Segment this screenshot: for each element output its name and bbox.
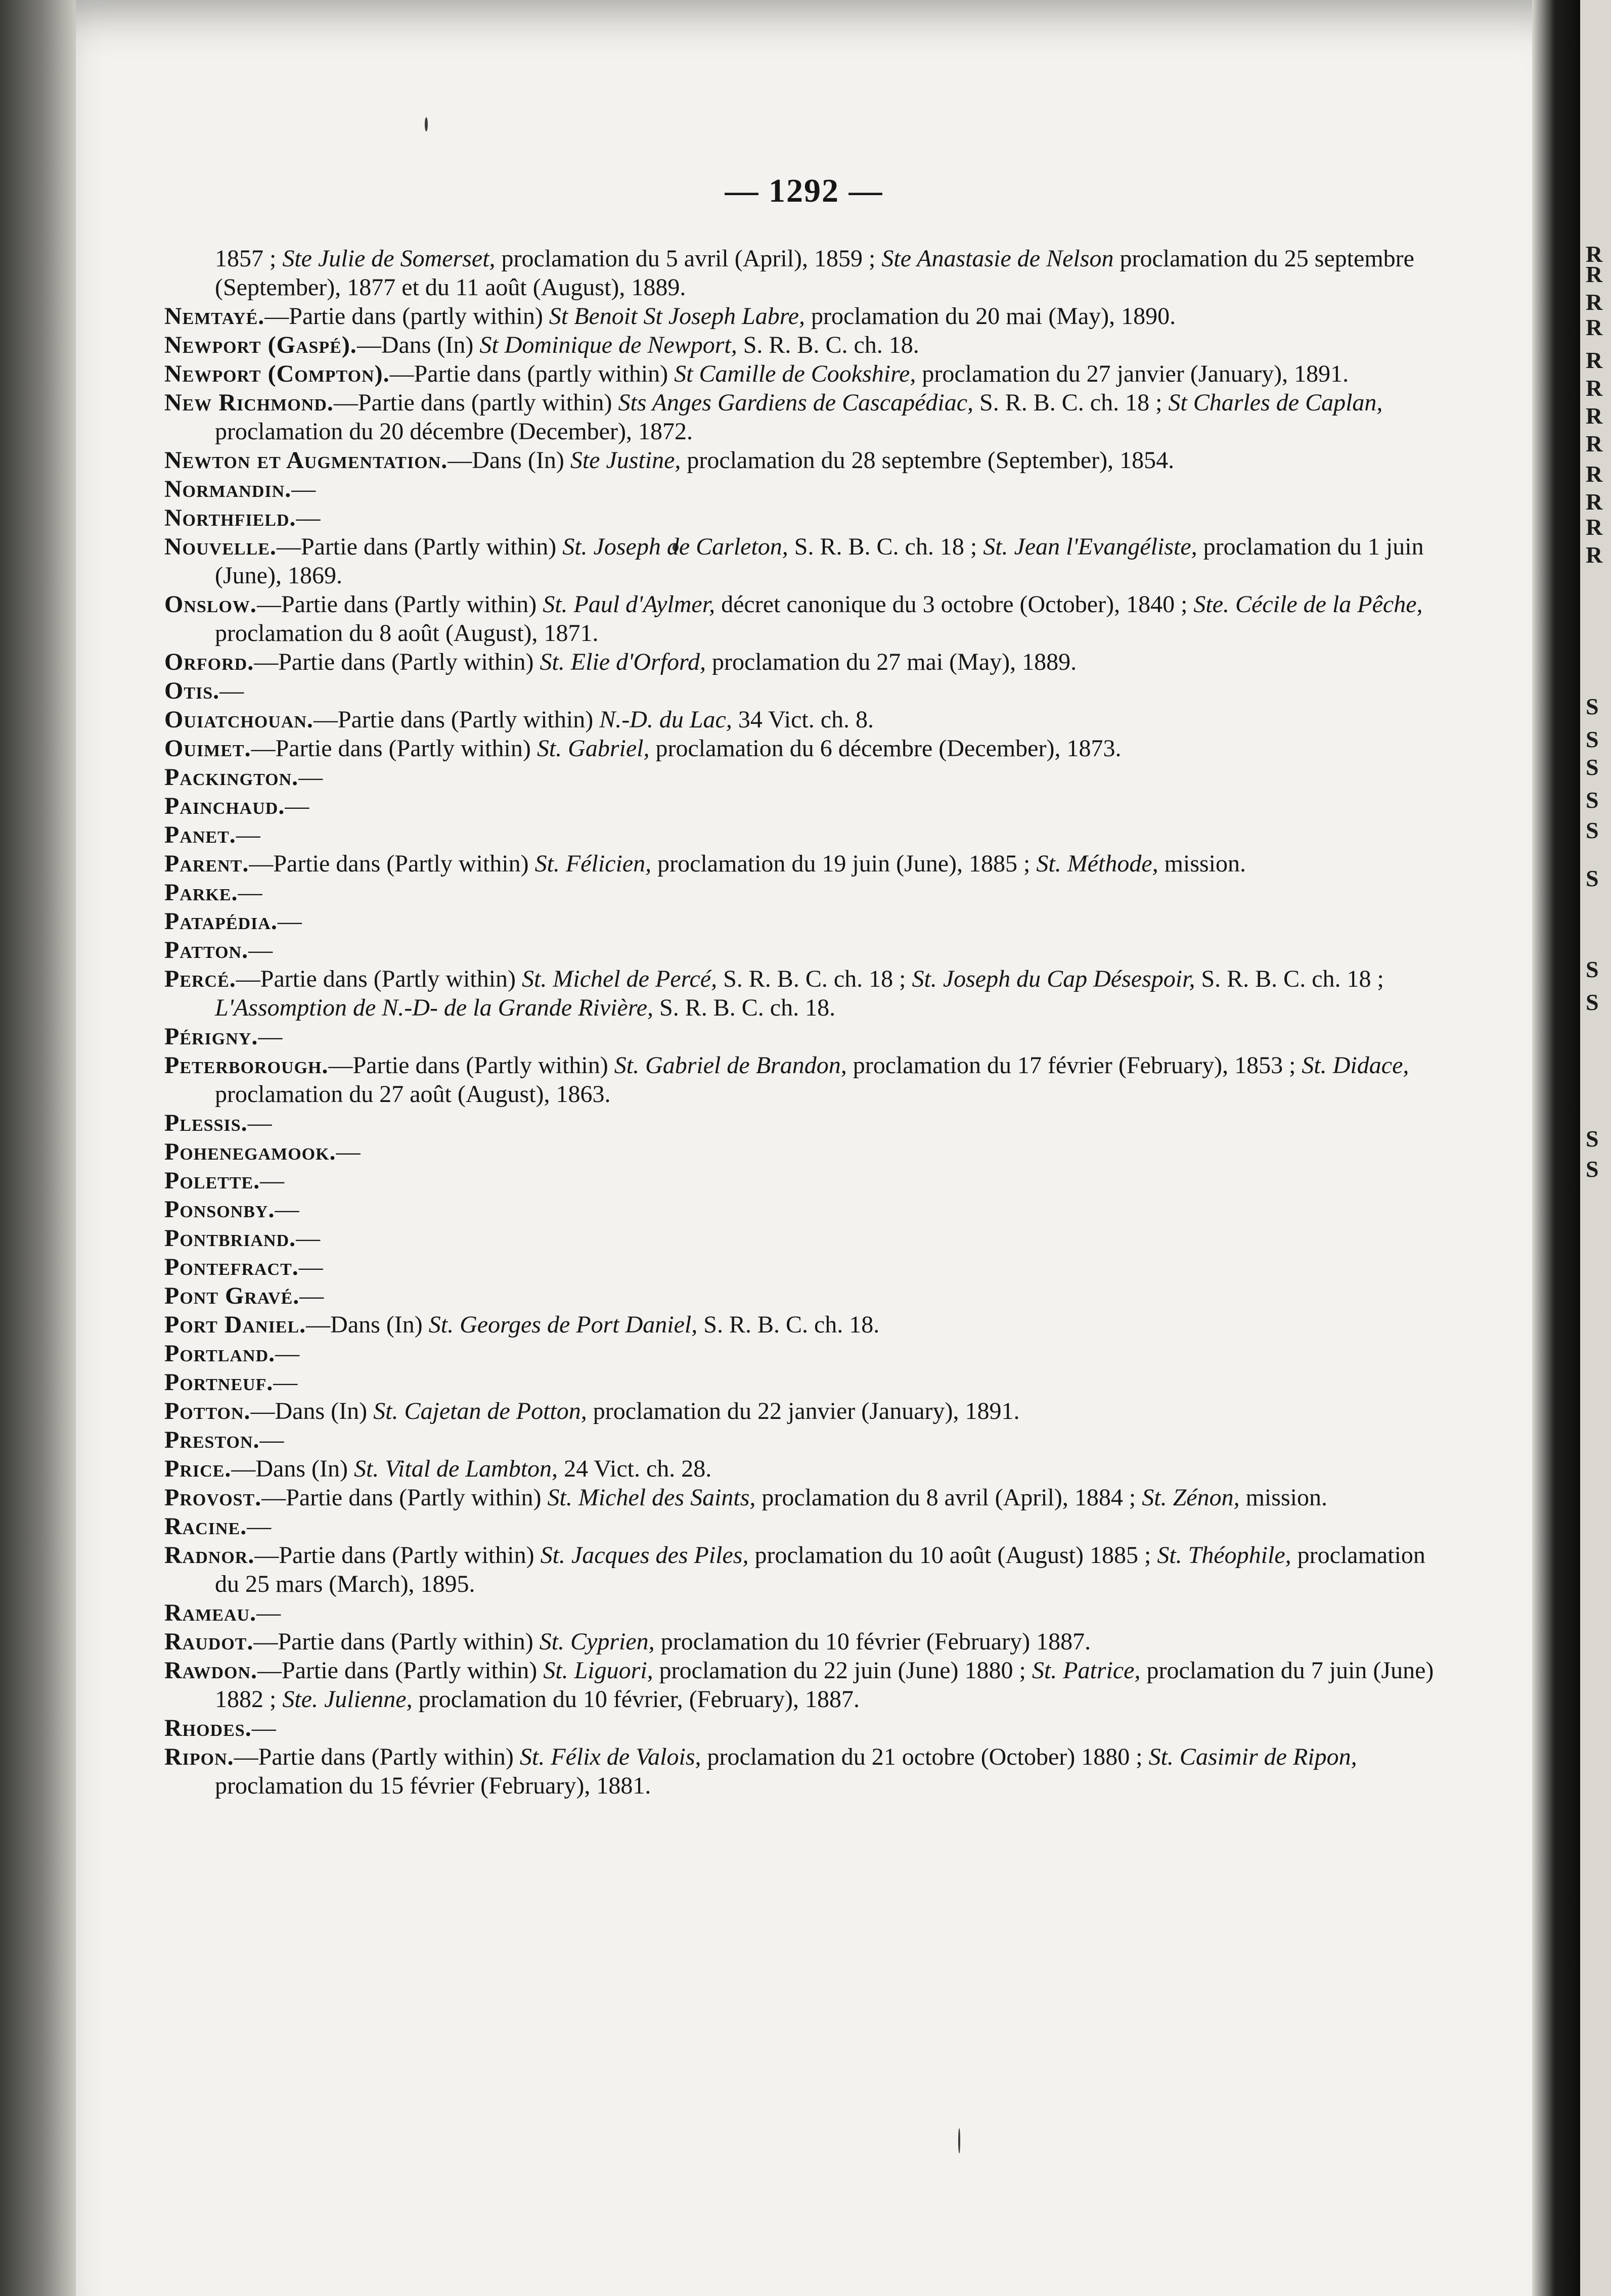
entry [164, 1598, 1454, 1627]
facing-page-letter: R [1586, 431, 1603, 456]
entry [164, 446, 1454, 475]
entry-text: — [260, 1167, 285, 1194]
entry-text: — [238, 879, 262, 906]
entry [164, 331, 1454, 359]
entry-heading: Racine. [164, 1513, 247, 1540]
entry-text: —Partie dans (partly within) St Camille de Cookshire, proclamation du 27 janvier (January), 1891. [389, 360, 1349, 387]
entry [164, 648, 1454, 676]
facing-page-letter: R [1586, 347, 1603, 373]
entry-text: — [247, 1110, 272, 1136]
entry [164, 734, 1454, 763]
entry-text: — [298, 764, 323, 791]
entry-heading: Nouvelle. [164, 533, 277, 560]
facing-page-letter: S [1586, 817, 1599, 843]
entry-text: — [336, 1138, 361, 1165]
entry [164, 388, 1454, 446]
entry-heading: Painchaud. [164, 793, 285, 819]
entry [164, 878, 1454, 907]
entry [164, 359, 1454, 388]
entry [164, 302, 1454, 331]
ink-speck [425, 117, 428, 131]
facing-page-letter: S [1586, 787, 1599, 813]
facing-page-letter: S [1586, 754, 1599, 780]
entry-text: —Partie dans (partly within) Sts Anges Gardiens de Cascapédiac, S. R. B. C. ch. 18 ; St Charles de Caplan, proclamation du 20 décembre (December), 1872. [215, 389, 1383, 445]
entry-heading: Normandin. [164, 476, 292, 502]
entry-text: —Partie dans (Partly within) N.-D. du Lac, 34 Vict. ch. 8. [313, 706, 874, 733]
entry [164, 1426, 1454, 1454]
entry-heading: Potton. [164, 1398, 251, 1425]
entry-heading: Newport (Gaspé). [164, 332, 357, 358]
entry-heading: Périgny. [164, 1023, 258, 1050]
entry-text: —Partie dans (Partly within) St. Liguori, proclamation du 22 juin (June) 1880 ; St. Patrice, proclamation du 7 juin (June) 1882 ; Ste. Julienne, proclamation du 10 février, (February), 1887. [215, 1657, 1434, 1713]
entry-heading: Provost. [164, 1484, 262, 1511]
entry [164, 1310, 1454, 1339]
entry-heading: Pontbriand. [164, 1225, 296, 1252]
entry-text: — [298, 1254, 323, 1280]
entry-heading: Price. [164, 1455, 232, 1482]
entry [164, 705, 1454, 734]
entry-text: —Partie dans (Partly within) St. Gabriel, proclamation du 6 décembre (December), 1873. [251, 735, 1122, 762]
entry [164, 1253, 1454, 1281]
entry-text: —Dans (In) St Dominique de Newport, S. R. B. C. ch. 18. [356, 332, 919, 358]
entry [164, 1454, 1454, 1483]
entry-text: — [275, 1340, 300, 1367]
facing-page-letter: R [1586, 542, 1603, 568]
entry-heading: Patton. [164, 937, 249, 963]
entry-text: — [259, 1427, 284, 1453]
entry-text: —Dans (In) St. Vital de Lambton, 24 Vict. ch. 28. [231, 1455, 712, 1482]
entry-heading: New Richmond. [164, 389, 334, 416]
entry-heading: Panet. [164, 821, 236, 848]
entry [164, 1714, 1454, 1742]
facing-page-letter: S [1586, 956, 1599, 982]
entry [164, 590, 1454, 648]
facing-page-letter: R [1586, 314, 1603, 340]
facing-page-letter: S [1586, 865, 1599, 891]
entry [164, 1368, 1454, 1397]
entry-text: — [285, 793, 309, 819]
entry-text: — [256, 1599, 281, 1626]
entry [164, 763, 1454, 792]
entry [164, 1109, 1454, 1137]
entry-heading: Plessis. [164, 1110, 248, 1136]
page-number: — 1292 — [725, 172, 883, 209]
facing-page-letter: S [1586, 1156, 1599, 1182]
entry-text: — [247, 1513, 272, 1540]
entry-text: 1857 ; Ste Julie de Somerset, proclamation du 5 avril (April), 1859 ; Ste Anastasie de Nelson proclamation du 25 septembre (September), 1877 et du 11 août (August), 1889. [215, 245, 1414, 301]
ink-speck [958, 2128, 960, 2153]
entry-heading: Pont Gravé. [164, 1282, 300, 1309]
facing-page-letter: R [1586, 461, 1603, 487]
entry-text: — [251, 1715, 276, 1741]
left-margin-shadow [0, 0, 76, 2296]
entry-text: — [291, 476, 316, 502]
entry-text: — [299, 1282, 324, 1309]
entry [164, 1541, 1454, 1598]
entry [164, 503, 1454, 532]
facing-page-letter: R [1586, 403, 1603, 429]
entry-heading: Peterborough. [164, 1052, 329, 1079]
entry [164, 1281, 1454, 1310]
facing-page-letter: S [1586, 694, 1599, 719]
facing-page-letter: R [1586, 514, 1603, 540]
entry-text: — [248, 937, 273, 963]
entry [164, 1137, 1454, 1166]
entry [164, 1051, 1454, 1109]
facing-page-letter: S [1586, 989, 1599, 1015]
entry-heading: Ripon. [164, 1743, 234, 1770]
entry-heading: Port Daniel. [164, 1311, 306, 1338]
entry [164, 1339, 1454, 1368]
entry-heading: Orford. [164, 649, 254, 675]
entry-heading: Nemtayé. [164, 303, 265, 330]
entry-heading: Portland. [164, 1340, 276, 1367]
entry-text: — [219, 677, 244, 704]
entry-text: — [277, 908, 302, 935]
entry [164, 1195, 1454, 1224]
entry-text: —Partie dans (partly within) St Benoit St Joseph Labre, proclamation du 20 mai (May), 1890. [264, 303, 1176, 330]
entry-text: — [296, 1225, 321, 1252]
facing-page-letter: R [1586, 261, 1603, 287]
entry [164, 1483, 1454, 1512]
entry [164, 820, 1454, 849]
entry-heading: Rameau. [164, 1599, 257, 1626]
entry-heading: Otis. [164, 677, 220, 704]
entry-heading: Newton et Augmentation. [164, 447, 448, 474]
entry-text: —Partie dans (Partly within) St. Elie d'Orford, proclamation du 27 mai (May), 1889. [254, 649, 1077, 675]
entry-heading: Percé. [164, 966, 236, 992]
entry [164, 676, 1454, 705]
entry [164, 532, 1454, 590]
entry-heading: Parke. [164, 879, 238, 906]
entry-heading: Raudot. [164, 1628, 254, 1655]
entry [164, 1397, 1454, 1426]
entry-text: —Partie dans (Partly within) St. Michel des Saints, proclamation du 8 avril (April), 1884 ; St. Zénon, mission. [261, 1484, 1327, 1511]
entry-heading: Pohenegamook. [164, 1138, 336, 1165]
entry-heading: Portneuf. [164, 1369, 274, 1396]
entry-heading: Rhodes. [164, 1715, 252, 1741]
entry [164, 907, 1454, 936]
entry-heading: Polette. [164, 1167, 260, 1194]
entry-text: —Partie dans (Partly within) St. Paul d'Aylmer, décret canonique du 3 octobre (October), 1840 ; Ste. Cécile de la Pêche, proclamation du 8 août (August), 1871. [215, 591, 1423, 647]
entry-text: —Partie dans (Partly within) St. Michel de Percé, S. R. B. C. ch. 18 ; St. Joseph du Cap Désespoir, S. R. B. C. ch. 18 ; L'Assomption de N.-D- de la Grande Rivière, S. R. B. C. ch. 18. [215, 966, 1384, 1021]
entry-text: — [258, 1023, 283, 1050]
entry-heading: Northfield. [164, 504, 296, 531]
entry [164, 1022, 1454, 1051]
entry-text: — [296, 504, 321, 531]
entry [164, 244, 1454, 302]
entry [164, 1512, 1454, 1541]
facing-page-letter: R [1586, 489, 1603, 515]
entry [164, 849, 1454, 878]
entry-text: —Partie dans (Partly within) St. Félix de Valois, proclamation du 21 octobre (October) 1880 ; St. Casimir de Ripon, proclamation du 15 février (February), 1881. [215, 1743, 1357, 1799]
entry [164, 1166, 1454, 1195]
entry-heading: Ponsonby. [164, 1196, 275, 1223]
entry-heading: Ouimet. [164, 735, 251, 762]
entry [164, 1224, 1454, 1253]
entry-text: —Dans (In) Ste Justine, proclamation du 28 septembre (September), 1854. [447, 447, 1175, 474]
entry [164, 965, 1454, 1022]
entry [164, 936, 1454, 965]
gazetteer-entries [164, 244, 1454, 1800]
entry-heading: Onslow. [164, 591, 257, 618]
book-gutter [1532, 0, 1583, 2296]
entry-text: —Partie dans (Partly within) St. Gabriel de Brandon, proclamation du 17 février (February), 1853 ; St. Didace, proclamation du 27 août (August), 1863. [215, 1052, 1409, 1108]
entry [164, 475, 1454, 503]
entry-text: —Dans (In) St. Georges de Port Daniel, S. R. B. C. ch. 18. [306, 1311, 880, 1338]
entry [164, 1627, 1454, 1656]
facing-page-letter: S [1586, 726, 1599, 752]
entry-text: —Partie dans (Partly within) St. Joseph de Carleton, S. R. B. C. ch. 18 ; St. Jean l'Evangéliste, proclamation du 1 juin (June), 1869. [215, 533, 1424, 589]
facing-page-letter: R [1586, 289, 1603, 315]
entry-text: —Dans (In) St. Cajetan de Potton, proclamation du 22 janvier (January), 1891. [250, 1398, 1020, 1425]
facing-page-letter: R [1586, 241, 1603, 267]
facing-page-letter: S [1586, 1126, 1599, 1152]
entry-text: —Partie dans (Partly within) St. Cyprien, proclamation du 10 février (February) 1887. [253, 1628, 1091, 1655]
entry-heading: Packington. [164, 764, 299, 791]
entry-text: —Partie dans (Partly within) St. Jacques des Piles, proclamation du 10 août (August) 1885 ; St. Théophile, proclamation du 25 mars (March), 1895. [215, 1542, 1425, 1597]
entry-text: — [236, 821, 260, 848]
entry-text: —Partie dans (Partly within) St. Félicien, proclamation du 19 juin (June), 1885 ; St. Méthode, mission. [249, 850, 1246, 877]
facing-page-letter: R [1586, 375, 1603, 401]
entry-heading: Newport (Compton). [164, 360, 390, 387]
entry-text: — [275, 1196, 299, 1223]
entry-heading: Pontefract. [164, 1254, 299, 1280]
entry-heading: Preston. [164, 1427, 260, 1453]
entry [164, 1742, 1454, 1800]
entry-heading: Rawdon. [164, 1657, 258, 1684]
entry-text: — [273, 1369, 298, 1396]
entry-heading: Radnor. [164, 1542, 255, 1569]
entry [164, 1656, 1454, 1714]
entry-heading: Ouiatchouan. [164, 706, 314, 733]
entry-heading: Parent. [164, 850, 249, 877]
entry-heading: Patapédia. [164, 908, 278, 935]
entry [164, 792, 1454, 820]
